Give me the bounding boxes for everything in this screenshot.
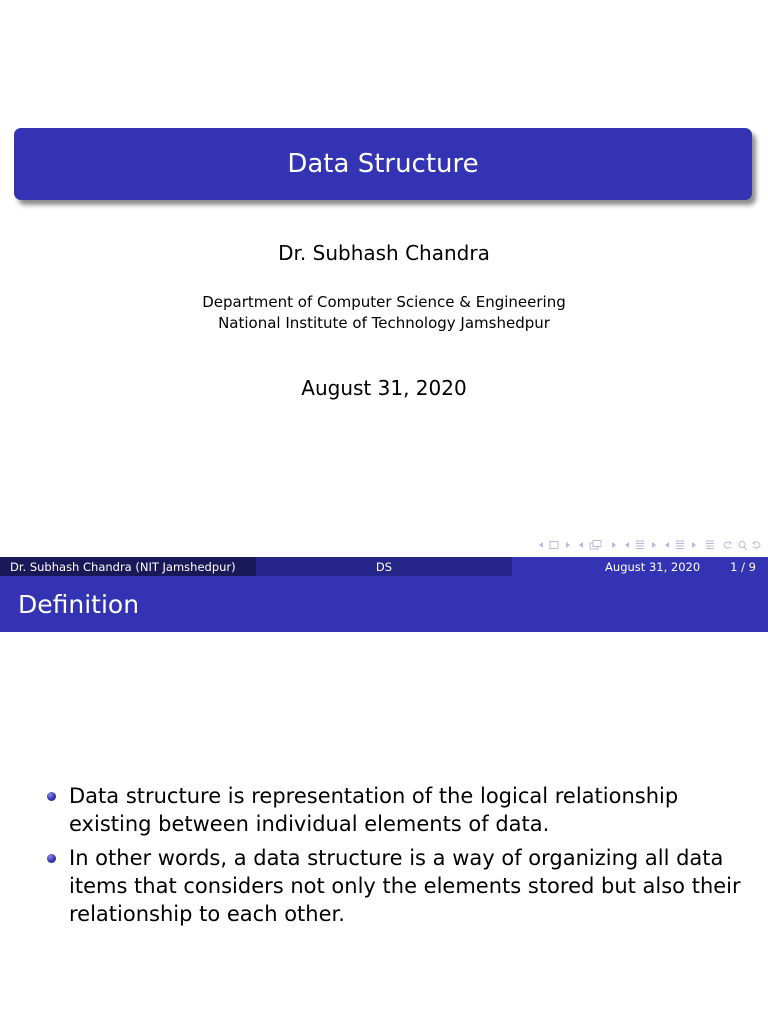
presentation-date: August 31, 2020 [301,376,467,400]
footer-date-page [512,557,768,576]
footer-author-institute: Dr. Subhash Chandra (NIT Jamshedpur) [0,557,256,576]
nav-presentation-icon[interactable] [664,539,698,551]
bullet-icon [47,792,56,801]
footer-page-number: 1 / 9 [730,559,756,574]
nav-frame-icon[interactable] [538,539,572,551]
nav-appendix-icon[interactable] [704,539,716,551]
bullet-text: In other words, a data structure is a way of organizing all data items that considers not only the elements stored but also their relationship to each other. [69,846,741,926]
nav-back-forward-icon[interactable] [722,539,762,551]
definition-slide [0,576,768,1024]
nav-subsection-icon[interactable] [578,539,618,551]
institute-line-2: National Institute of Technology Jamshedpur [218,314,550,332]
bullet-text: Data structure is representation of the logical relationship existing between individual elements of data. [69,784,679,836]
bullet-icon [47,854,56,863]
list-item [44,844,754,928]
footer-date: August 31, 2020 [605,559,701,574]
title-box [14,128,752,200]
footline [0,557,768,576]
navigation-symbols [538,537,762,553]
institute-line-1: Department of Computer Science & Engineering [202,293,566,311]
list-item [44,782,754,838]
bullet-list [44,782,754,934]
frame-title-bar [0,576,768,632]
nav-section-icon[interactable] [624,539,658,551]
presentation-title: Data Structure [287,149,479,179]
footer-short-title: DS [256,557,512,576]
frame-title: Definition [18,589,140,619]
author-name: Dr. Subhash Chandra [278,241,490,265]
